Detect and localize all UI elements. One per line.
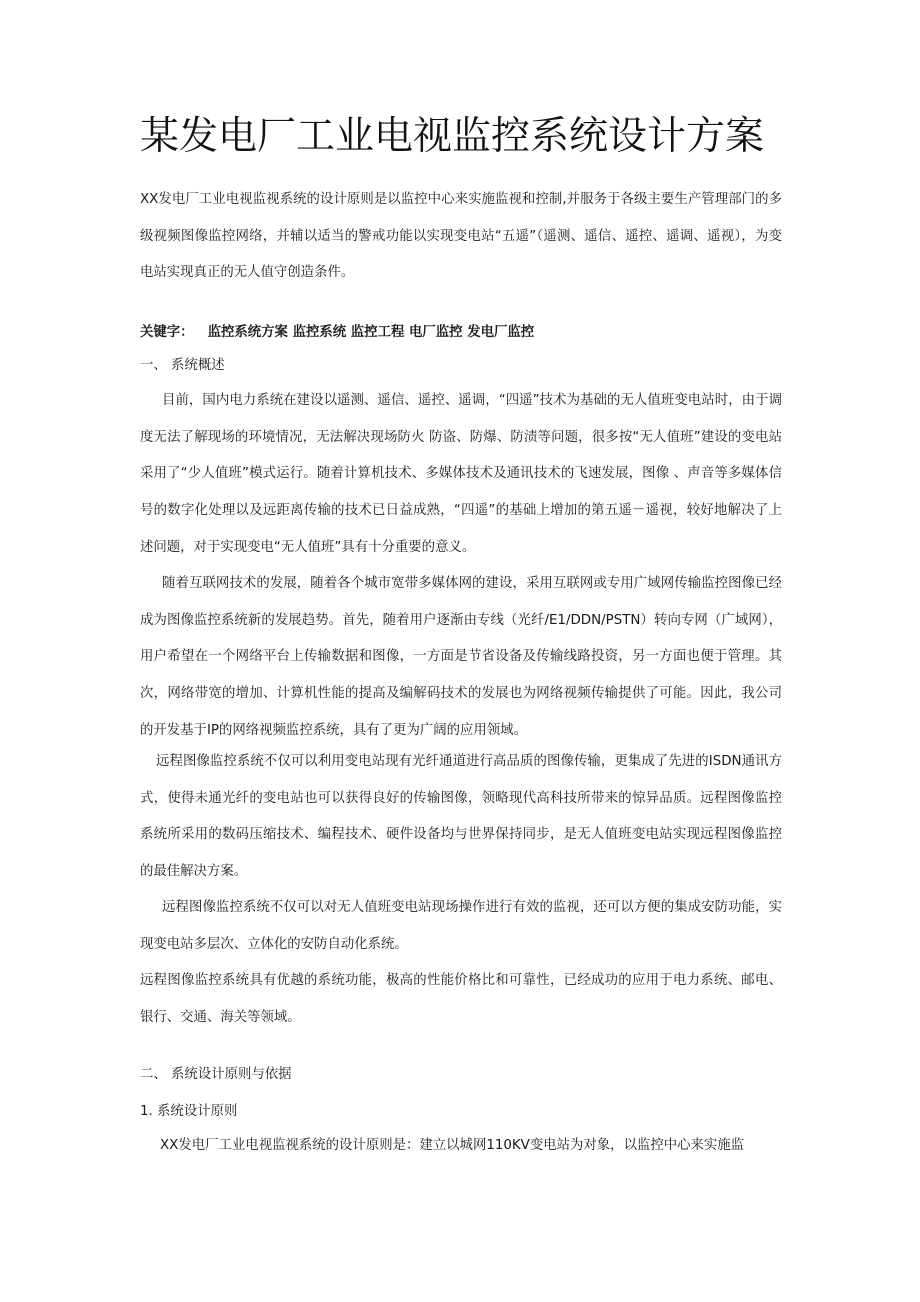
document-title: 某发电厂工业电视监控系统设计方案 [140, 114, 765, 159]
keywords-line [140, 315, 782, 352]
keywords-list: 监控系统方案 监控系统 监控工程 电厂监控 发电厂监控 [207, 325, 535, 340]
body-paragraph: 随着互联网技术的发展，随着各个城市宽带多媒体网的建设，采用互联网或专用广域网传输监控图像已经成为图像监控系统新的发展趋势。首先，随着用户逐渐由专线（光纤/E1/DDN/PSTN）转向专网（广域网），用户希望在一个网络平台上传输数据和图像，一方面是节省设备及传输线路投资，另一方面也便于管理。其次，网络带宽的增加、计算机性能的提高及编解码技术的发展也为网络视频传输提供了可能。因此，我公司的开发基于IP的网络视频监控系统，具有了更为广阔的应用领域。 [140, 576, 782, 738]
keywords-label: 关键字： [140, 325, 194, 340]
body-paragraph: 目前，国内电力系统在建设以遥测、遥信、遥控、遥调，“四遥”技术为基础的无人值班变电站时，由于调度无法了解现场的环境情况，无法解决现场防火 防盗、防爆、防渍等问题，很多按“无人值班”建设的变电站采用了“少人值班”模式运行。随着计算机技术、多媒体技术及通讯技术的飞速发展，图像 、声音等多媒体信号的数字化处理以及远距离传输的技术已日益成熟，“四遥”的基础上增加的第五遥－遥视，较好地解决了上述问题，对于实现变电“无人值班”具有十分重要的意义。 [140, 393, 782, 555]
body-paragraph: 远程图像监控系统不仅可以对无人值班变电站现场操作进行有效的监视，还可以方便的集成安防功能，实现变电站多层次、立体化的安防自动化系统。 [140, 900, 782, 952]
section-heading-principles: 二、 系统设计原则与依据 [140, 1067, 292, 1082]
intro-paragraph: XX发电厂工业电视监视系统的设计原则是以监控中心来实施监视和控制,并服务于各级主要生产管理部门的多级视频图像监控网络，并辅以适当的警戒功能以实现变电站“五遥”（遥测、遥信、遥控、遥调、遥视），为变电站实现真正的无人值守创造条件。 [140, 192, 782, 281]
body-paragraph: 远程图像监控系统不仅可以利用变电站现有光纤通道进行高品质的图像传输，更集成了先进的ISDN通讯方式，使得未通光纤的变电站也可以获得良好的传输图像，领略现代高科技所带来的惊异品质。远程图像监控系统所采用的数码压缩技术、编程技术、硬件设备均与世界保持同步，是无人值班变电站实现远程图像监控的最佳解决方案。 [140, 754, 782, 880]
body-paragraph: 远程图像监控系统具有优越的系统功能，极高的性能价格比和可靠性，已经成功的应用于电力系统、邮电、银行、交通、海关等领域。 [140, 973, 782, 1025]
body-paragraph-truncated: XX发电厂工业电视监视系统的设计原则是：建立以城网110KV变电站为对象，以监控中心来实施监 [160, 1138, 745, 1153]
section-heading-overview: 一、 系统概述 [140, 358, 225, 373]
subsection-heading: 1. 系统设计原则 [140, 1104, 238, 1119]
